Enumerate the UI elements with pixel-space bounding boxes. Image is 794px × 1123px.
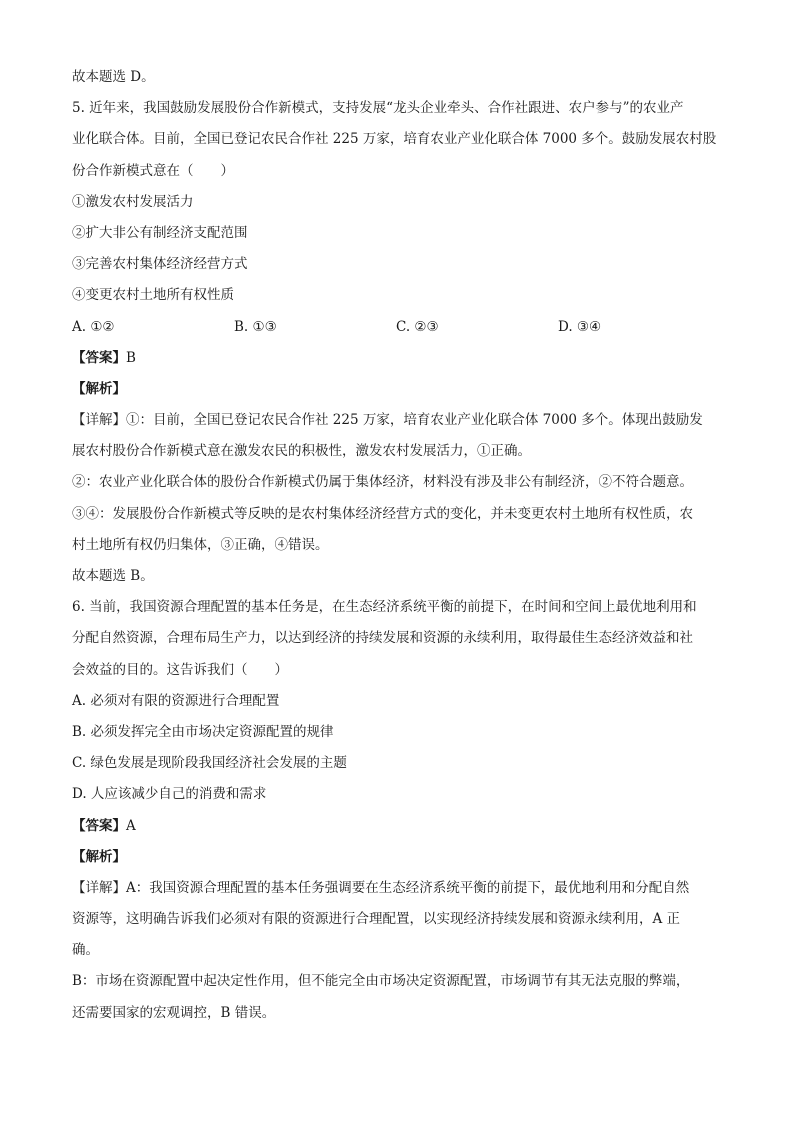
- q5-detail-line: ②：农业产业化联合体的股份合作新模式仍属于集体经济，材料没有涉及非公有制经济，②不符合题意。: [72, 474, 693, 491]
- q5-answer-value: B: [126, 349, 136, 366]
- q5-option-d: D. ③④: [558, 318, 602, 335]
- q6-answer: [72, 811, 722, 842]
- q6-stem-line: 会效益的目的。这告诉我们（ ）: [72, 661, 288, 678]
- q6-detail-line: 【详解】A：我国资源合理配置的基本任务强调要在生态经济系统平衡的前提下，最优地利用和分配自然: [72, 879, 690, 896]
- q5-detail-line: 村土地所有权仍归集体，③正确，④错误。: [72, 536, 329, 553]
- q5-detail-line: 【详解】①：目前，全国已登记农民合作社 225 万家，培育农业产业化联合体 7000 多个。体现出鼓励发: [72, 412, 703, 429]
- q5-item: ③完善农村集体经济经营方式: [72, 256, 248, 273]
- q6-option-b: B. 必须发挥完全由市场决定资源配置的规律: [72, 723, 334, 740]
- q6-detail-line: 还需要国家的宏观调控，B 错误。: [72, 1004, 276, 1021]
- q5-option-b: B. ①③: [234, 318, 277, 335]
- q5-detail-line: 展农村股份合作新模式意在激发农民的积极性，激发农村发展活力，①正确。: [72, 443, 531, 460]
- q5-item: ②扩大非公有制经济支配范围: [72, 224, 248, 241]
- question-5: [72, 93, 722, 592]
- q5-option-a: A. ①②: [72, 318, 115, 335]
- q5-detail-line: ③④：发展股份合作新模式等反映的是农村集体经济经营方式的变化，并未变更农村土地所有权性质，农: [72, 505, 693, 522]
- q5-options: [72, 312, 722, 343]
- q4-conclusion: 故本题选 D。: [72, 69, 155, 85]
- q5-stem-line: 份合作新模式意在（ ）: [72, 162, 234, 179]
- q5-conclusion: 故本题选 B。: [72, 568, 154, 584]
- q5-stem-line: 业化联合体。目前，全国已登记农民合作社 225 万家，培育农业产业化联合体 7000 多个。鼓励发展农村股: [72, 131, 717, 148]
- q6-detail-line: B：市场在资源配置中起决定性作用，但不能完全由市场决定资源配置，市场调节有其无法克服的弊端，: [72, 973, 690, 990]
- q5-answer-label: 【答案】: [72, 349, 126, 366]
- q6-answer-label: 【答案】: [72, 817, 126, 834]
- document-page: [72, 62, 722, 1029]
- q6-stem-line: 分配自然资源，合理布局生产力，以达到经济的持续发展和资源的永续利用，取得最佳生态经济效益和社: [72, 630, 693, 647]
- q6-option-c: C. 绿色发展是现阶段我国经济社会发展的主题: [72, 755, 347, 772]
- q6-answer-value: A: [126, 817, 136, 834]
- q6-stem-line: 6. 当前，我国资源合理配置的基本任务是，在生态经济系统平衡的前提下，在时间和空间上最优地利用和: [72, 599, 697, 616]
- q6-detail-line: 资源等，这明确告诉我们必须对有限的资源进行合理配置，以实现经济持续发展和资源永续利用，A 正: [72, 911, 681, 928]
- q5-stem-line: 5. 近年来，我国鼓励发展股份合作新模式，支持发展“龙头企业牵头、合作社跟进、农户参与”的农业产: [72, 100, 684, 117]
- q6-analysis-label: 【解析】: [72, 848, 126, 865]
- q5-option-c: C. ②③: [396, 318, 439, 335]
- q5-item: ①激发农村发展活力: [72, 193, 194, 210]
- q5-analysis-label: 【解析】: [72, 380, 126, 397]
- q5-answer: [72, 343, 722, 374]
- q6-option-d: D. 人应该减少自己的消费和需求: [72, 786, 267, 803]
- q5-item: ④变更农村土地所有权性质: [72, 287, 234, 304]
- question-6: [72, 592, 722, 1029]
- q6-detail-line: 确。: [72, 942, 99, 959]
- q6-option-a: A. 必须对有限的资源进行合理配置: [72, 692, 280, 709]
